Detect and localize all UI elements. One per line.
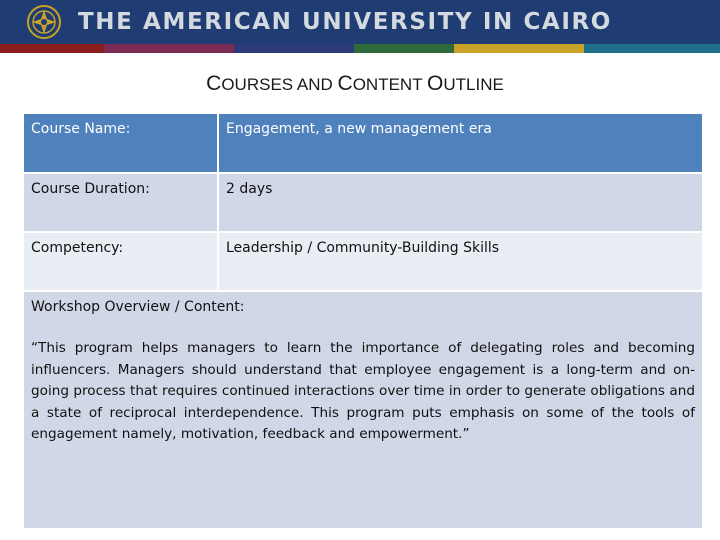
title-part: OURSES AND [221,75,338,94]
table-row-competency [24,233,702,290]
title-part: UTLINE [443,75,504,94]
course-duration-value: 2 days [219,174,702,231]
course-table [24,114,702,528]
university-name: THE AMERICAN UNIVERSITY IN CAIRO [78,9,612,35]
competency-label: Competency: [24,233,217,290]
title-part: ONTENT [352,75,428,94]
overview-label: Workshop Overview / Content: [31,299,245,315]
page-title [0,72,710,96]
table-row-overview [24,292,702,528]
stripe-segment [234,44,354,53]
stripe-segment [354,44,454,53]
stripe-segment [584,44,720,53]
table-row-course-name [24,114,702,172]
course-name-value: Engagement, a new management era [219,114,702,172]
university-seal-icon [26,4,62,40]
title-part: C [206,72,222,95]
stripe-segment [454,44,584,53]
course-name-label: Course Name: [24,114,217,172]
overview-cell [24,292,702,528]
course-duration-label: Course Duration: [24,174,217,231]
title-part: O [427,72,444,95]
overview-text: “This program helps managers to learn the importance of delegating roles and becoming influencers. Managers should understand that employee engagement is a long-term and on-going process that requires continued interactions over time in order to generate obligations and a state of reciprocal interdependence. This program puts emphasis on some of the tools of engagement namely, motivation, feedback and empowerment.” [31,340,695,442]
table-row-course-duration [24,174,702,231]
stripe-segment [104,44,234,53]
university-banner [0,0,720,44]
color-stripe-bar [0,44,720,53]
title-part: C [337,72,353,95]
stripe-segment [0,44,104,53]
competency-value: Leadership / Community-Building Skills [219,233,702,290]
